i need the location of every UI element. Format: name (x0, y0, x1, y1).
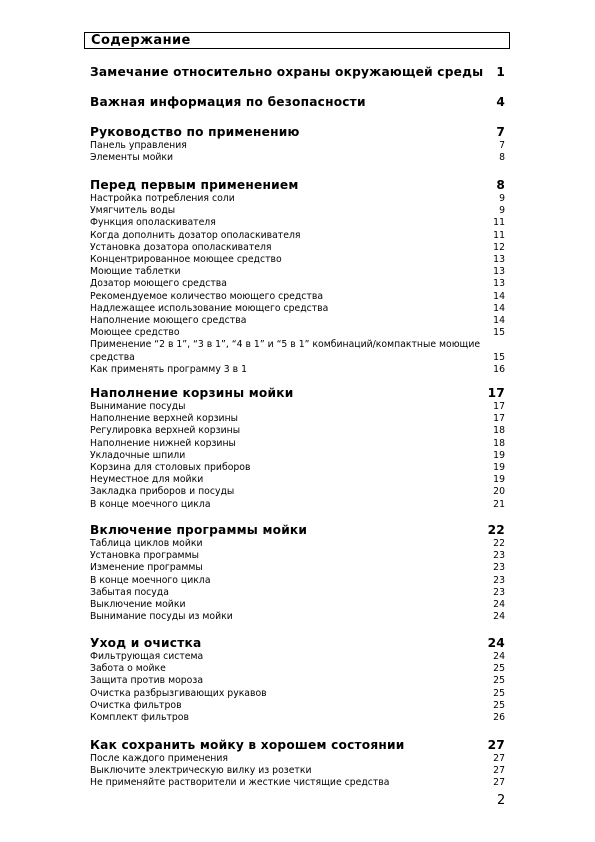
toc-section-page: 22 (487, 523, 505, 537)
toc-section-title: Включение программы мойки (90, 523, 308, 537)
toc-section-heading[interactable] (90, 94, 505, 110)
toc-entry-text: Надлежащее использование моющего средства (90, 302, 329, 314)
toc-entry-page: 27 (493, 753, 505, 764)
toc-entry-text: Регулировка верхней корзины (90, 425, 241, 437)
toc-section-page: 24 (487, 636, 505, 650)
toc-entry-page: 18 (493, 437, 505, 449)
toc-entry[interactable] (90, 254, 505, 266)
toc-entry-text: Настройка потребления соли (90, 193, 235, 204)
toc-section-title: Важная информация по безопасности (90, 95, 366, 109)
toc-entry-page: 25 (493, 663, 505, 675)
toc-section-page: 1 (496, 65, 505, 79)
toc-entry-text: Забота о мойке (90, 663, 166, 675)
toc-entry-page: 16 (493, 363, 505, 375)
toc-entry[interactable] (90, 217, 505, 229)
toc-entry[interactable] (90, 575, 505, 587)
toc-entry-page: 19 (493, 474, 505, 486)
toc-entry-text: Выключите электрическую вилку из розетки (90, 765, 312, 777)
toc-entry[interactable] (90, 278, 505, 290)
toc-entry-text: Умягчитель воды (90, 205, 176, 217)
toc-entry-text: Концентрированное моющее средство (90, 254, 282, 266)
toc-entry-text: Выключение мойки (90, 599, 186, 611)
toc-entry-page: 23 (493, 550, 505, 562)
toc-entry[interactable] (90, 413, 505, 425)
toc-entry-text: Фильтрующая система (90, 651, 204, 662)
toc-section-page: 8 (496, 178, 505, 192)
toc-title: Содержание (91, 33, 191, 48)
toc-section (90, 94, 505, 110)
toc-entry-page: 18 (493, 425, 505, 437)
toc-entry-text: Как применять программу 3 в 1 (90, 363, 247, 375)
toc-entry[interactable] (90, 712, 505, 724)
toc-entry[interactable] (90, 550, 505, 562)
toc-entry[interactable] (90, 205, 505, 217)
toc-entry-page: 24 (493, 651, 505, 662)
toc-entry-page: 19 (493, 449, 505, 461)
toc-section-heading[interactable] (90, 177, 505, 193)
toc-entry-text: Функция ополаскивателя (90, 217, 216, 229)
toc-entry-page: 13 (493, 278, 505, 290)
toc-entry[interactable] (90, 193, 505, 205)
toc-entry-text: В конце моечного цикла (90, 498, 211, 510)
toc-entry[interactable] (90, 777, 505, 789)
toc-entry[interactable] (90, 462, 505, 474)
toc-section (90, 177, 505, 376)
toc-entry-text: Укладочные шпили (90, 449, 186, 461)
toc-entry-text: Установка программы (90, 550, 199, 562)
toc-entry-text: Изменение программы (90, 562, 203, 574)
toc-entry-page: 25 (493, 699, 505, 711)
toc-entry[interactable] (90, 303, 505, 315)
toc-entry-page: 25 (493, 675, 505, 687)
toc-section-page: 17 (487, 386, 505, 400)
toc-entry[interactable] (90, 140, 505, 152)
toc-entry-text: Вынимание посуды из мойки (90, 611, 233, 623)
toc-section-page: 27 (487, 738, 505, 752)
toc-entry-text: Панель управления (90, 140, 187, 151)
toc-section-heading[interactable] (90, 385, 505, 401)
toc-entry-page: 7 (499, 140, 505, 151)
toc-entry-page: 9 (499, 193, 505, 204)
toc-entry-text: Закладка приборов и посуды (90, 486, 235, 498)
toc-entry-page: 25 (493, 687, 505, 699)
toc-entry-page: 12 (493, 241, 505, 253)
toc-entry-page: 17 (493, 401, 505, 412)
toc-entry[interactable] (90, 599, 505, 611)
toc-entry-page: 22 (493, 538, 505, 549)
page-number: 2 (497, 793, 506, 808)
toc-entry-text: После каждого применения (90, 753, 229, 764)
toc-title-box (84, 32, 510, 49)
toc-entry[interactable] (90, 538, 505, 550)
toc-section-heading[interactable] (90, 737, 505, 753)
toc-entry-page: 13 (493, 254, 505, 266)
toc-entry-page: 27 (493, 765, 505, 777)
toc-entry[interactable] (90, 364, 505, 376)
toc-entry[interactable] (90, 499, 505, 511)
toc-entry-text: Таблица циклов мойки (90, 538, 203, 549)
toc-entry[interactable] (90, 562, 505, 574)
toc-section (90, 124, 505, 164)
toc-entry-page: 14 (493, 315, 505, 327)
toc-entry-text: В конце моечного цикла (90, 574, 211, 586)
toc-entry-text: Наполнение моющего средства (90, 315, 247, 327)
toc-entry[interactable] (90, 339, 505, 363)
toc-entry-page: 13 (493, 266, 505, 278)
toc-entry[interactable] (90, 291, 505, 303)
toc-entry-page: 11 (493, 229, 505, 241)
toc-section (90, 737, 505, 790)
toc-section-title: Перед первым применением (90, 178, 299, 192)
toc-entry-text: Когда дополнить дозатор ополаскивателя (90, 229, 301, 241)
toc-section-title: Замечание относительно охраны окружающей среды (90, 65, 484, 79)
toc-entry-page: 23 (493, 586, 505, 598)
toc-entry-text: Очистка фильтров (90, 699, 182, 711)
toc-entry-page: 17 (493, 413, 505, 425)
toc-entry-text: Забытая посуда (90, 586, 169, 598)
toc-entry[interactable] (90, 152, 505, 164)
toc-section (90, 635, 505, 724)
toc-entry-page: 9 (499, 205, 505, 217)
toc-entry-text: Защита против мороза (90, 675, 204, 687)
toc-entry[interactable] (90, 327, 505, 339)
toc-entry-page: 27 (493, 777, 505, 789)
toc-entry-page: 8 (499, 152, 505, 164)
toc-section (90, 64, 505, 80)
toc-entry-text: Установка дозатора ополаскивателя (90, 241, 272, 253)
toc-entry[interactable] (90, 765, 505, 777)
toc-section (90, 385, 505, 511)
toc-entry[interactable] (90, 675, 505, 687)
toc-entry[interactable] (90, 651, 505, 663)
toc-entry[interactable] (90, 230, 505, 242)
toc-section-title: Наполнение корзины мойки (90, 386, 294, 400)
toc-section-title: Уход и очистка (90, 636, 202, 650)
toc-entry[interactable] (90, 753, 505, 765)
toc-entry[interactable] (90, 700, 505, 712)
toc-entry-text: Элементы мойки (90, 152, 174, 164)
toc-entry[interactable] (90, 688, 505, 700)
toc-entry[interactable] (90, 425, 505, 437)
toc-entry-text: Комплект фильтров (90, 712, 189, 724)
toc-section-heading[interactable] (90, 64, 505, 80)
toc-entry[interactable] (90, 266, 505, 278)
toc-entry-text: Рекомендуемое количество моющего средства (90, 290, 324, 302)
toc-entry-text: Применение “2 в 1”, “3 в 1”, “4 в 1” и “5 в 1” комбинаций/компактные моющие средства (90, 339, 481, 363)
toc-entry[interactable] (90, 663, 505, 675)
toc-entry-text: Моющие таблетки (90, 266, 181, 278)
toc-entry[interactable] (90, 242, 505, 254)
toc-entry[interactable] (90, 315, 505, 327)
toc-entry-text: Моющее средство (90, 327, 180, 339)
toc-entry-text: Неуместное для мойки (90, 474, 204, 486)
toc-entry-text: Не применяйте растворители и жесткие чистящие средства (90, 777, 390, 789)
toc-entry-page: 21 (493, 498, 505, 510)
toc-entry-page: 15 (493, 351, 505, 363)
toc-entry-page: 15 (493, 327, 505, 339)
toc-section-title: Руководство по применению (90, 125, 300, 139)
toc-entry-text: Наполнение верхней корзины (90, 413, 238, 425)
toc-section-heading[interactable] (90, 635, 505, 651)
toc-entry-page: 11 (493, 217, 505, 229)
toc-entry-page: 14 (493, 302, 505, 314)
toc-entry-page: 26 (493, 712, 505, 724)
toc-entry-page: 24 (493, 611, 505, 623)
toc-entry[interactable] (90, 401, 505, 413)
toc-entry-page: 23 (493, 574, 505, 586)
toc-section-heading[interactable] (90, 522, 505, 538)
toc-entry-page: 23 (493, 562, 505, 574)
toc-entry-text: Очистка разбрызгивающих рукавов (90, 687, 267, 699)
toc-entry-page: 24 (493, 599, 505, 611)
toc-section-heading[interactable] (90, 124, 505, 140)
toc-entry-text: Наполнение нижней корзины (90, 437, 236, 449)
toc-section-page: 4 (496, 95, 505, 109)
toc-entry[interactable] (90, 486, 505, 498)
toc-section (90, 522, 505, 623)
toc-entry[interactable] (90, 587, 505, 599)
toc-entry[interactable] (90, 450, 505, 462)
toc-entry[interactable] (90, 438, 505, 450)
toc-entry-text: Вынимание посуды (90, 401, 186, 412)
toc-entry-text: Дозатор моющего средства (90, 278, 227, 290)
toc-entry[interactable] (90, 611, 505, 623)
toc-entry-page: 14 (493, 290, 505, 302)
toc-entry[interactable] (90, 474, 505, 486)
toc-entry-page: 19 (493, 462, 505, 474)
toc-entry-text: Корзина для столовых приборов (90, 462, 251, 474)
toc-entry-page: 20 (493, 486, 505, 498)
toc-section-page: 7 (496, 125, 505, 139)
toc-section-title: Как сохранить мойку в хорошем состоянии (90, 738, 405, 752)
